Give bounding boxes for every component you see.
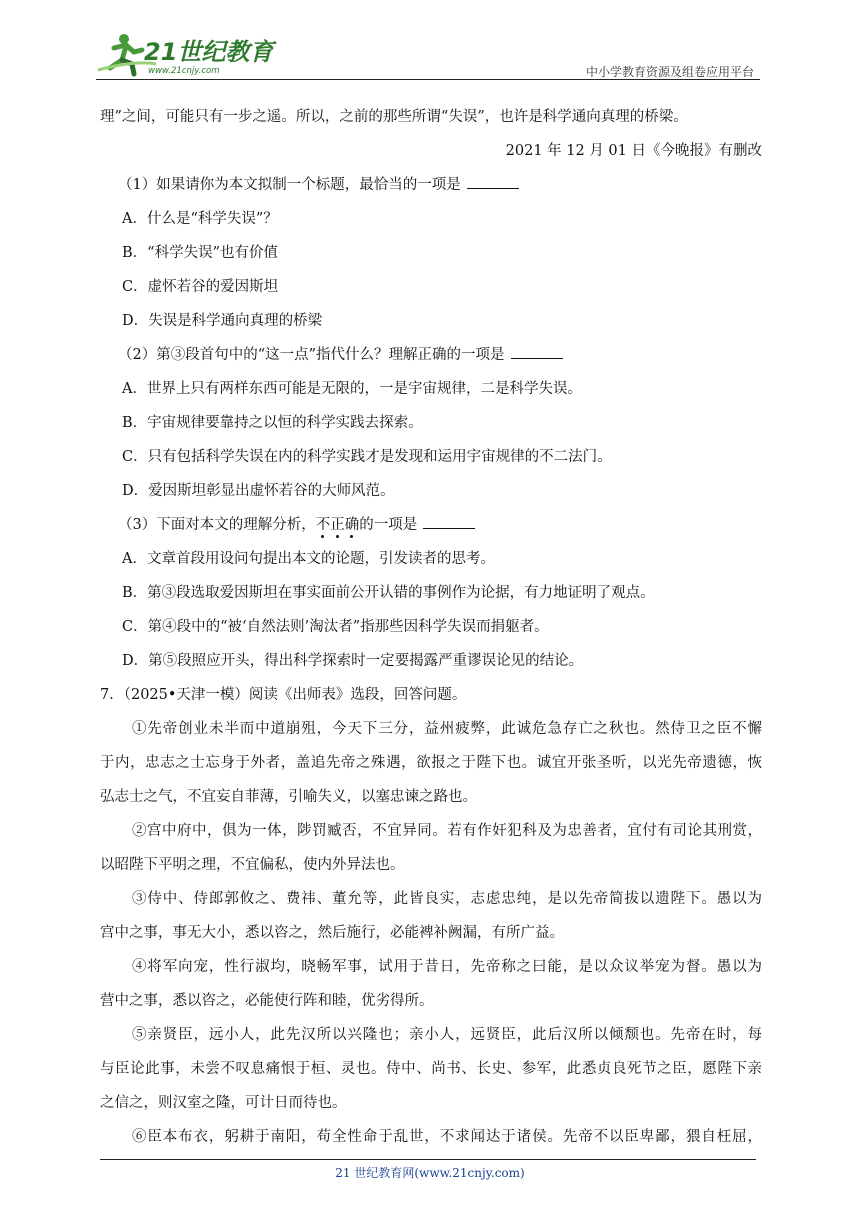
passage-line: ⑥臣本布衣，躬耕于南阳，苟全性命于乱世，不求闻达于诸侯。先帝不以臣卑鄙，猥自枉屈，	[132, 1129, 762, 1145]
passage-paragraph-2	[100, 814, 762, 882]
page-header	[96, 30, 760, 80]
passage-line: 与臣论此事，未尝不叹息痛恨于桓、灵也。侍中、尚书、长史、参军，此悉贞良死节之臣，愿陛下亲	[100, 1061, 762, 1077]
q1-option-c: C．虚怀若谷的爱因斯坦	[122, 279, 279, 295]
passage-line: 于内，忠志之士忘身于外者，盖追先帝之殊遇，欲报之于陛下也。诚宜开张圣听，以光先帝遗德，恢	[100, 755, 762, 771]
passage-line: ①先帝创业未半而中道崩殂，今天下三分，益州疲弊，此诚危急存亡之秋也。然侍卫之臣不懈	[132, 721, 762, 737]
q3-option-d: D．第⑤段照应开头，得出科学探索时一定要揭露严重谬误论见的结论。	[122, 653, 584, 669]
q2-option-a: A．世界上只有两样东西可能是无限的，一是宇宙规律，二是科学失误。	[122, 381, 582, 397]
passage-paragraph-4	[100, 950, 762, 1018]
document-body	[100, 100, 762, 1154]
emphasis-char: 确	[344, 517, 360, 533]
passage-paragraph-1	[100, 712, 762, 814]
passage-paragraph-6	[100, 1120, 762, 1154]
emphasis-char: 不	[315, 517, 331, 533]
passage-line: 营中之事，悉以咨之，必能使行阵和睦，优劣得所。	[100, 993, 434, 1009]
passage-line: ④将军向宠，性行淑均，晓畅军事，试用于昔日，先帝称之曰能，是以众议举宠为督。愚以为	[132, 959, 762, 975]
question-3-stem: （3）下面对本文的理解分析，不正确的一项是	[100, 508, 762, 542]
q3-option-a: A．文章首段用设问句提出本文的论题，引发读者的思考。	[122, 551, 495, 567]
footer-divider	[100, 1159, 756, 1160]
svg-text:21世纪教育: 21世纪教育	[144, 38, 274, 66]
q1-option-b: B．“科学失误”也有价值	[122, 245, 278, 261]
platform-name: 中小学教育资源及组卷应用平台	[585, 65, 754, 79]
answer-blank[interactable]	[423, 510, 475, 529]
site-logo	[96, 30, 296, 78]
answer-blank[interactable]	[511, 340, 563, 359]
page-footer[interactable]: 21 世纪教育网(www.21cnjy.com)	[335, 1166, 525, 1180]
question-7-title: 7．（2025•天津一模）阅读《出师表》选段，回答问题。	[100, 687, 467, 703]
emphasis-char: 正	[330, 517, 345, 533]
intro-line: 理”之间，可能只有一步之遥。所以，之前的那些所谓“失误”，也许是科学通向真理的桥梁。	[100, 109, 688, 125]
passage-line: 以昭陛下平明之理，不宜偏私，使内外异法也。	[100, 857, 405, 873]
q3-option-b: B．第③段选取爱因斯坦在事实面前公开认错的事例作为论据，有力地证明了观点。	[122, 585, 655, 601]
passage-line: ⑤亲贤臣，远小人，此先汉所以兴隆也；亲小人，远贤臣，此后汉所以倾颓也。先帝在时，每	[132, 1027, 762, 1043]
passage-line: 之信之，则汉室之隆，可计日而待也。	[100, 1095, 347, 1111]
passage-line: ③侍中、侍郎郭攸之、费祎、董允等，此皆良实，志虑忠纯，是以先帝简拔以遗陛下。愚以为	[132, 891, 762, 907]
q3-option-c: C．第④段中的“被‘自然法则’淘汰者”指那些因科学失误而捐躯者。	[122, 619, 549, 635]
passage-line: 宫中之事，事无大小，悉以咨之，然后施行，必能裨补阙漏，有所广益。	[100, 925, 564, 941]
question-1-stem: （1）如果请你为本文拟制一个标题，最恰当的一项是	[100, 168, 762, 202]
q2-option-c: C．只有包括科学失误在内的科学实践才是发现和运用宇宙规律的不二法门。	[122, 449, 612, 465]
header-divider	[96, 79, 760, 80]
passage-paragraph-3	[100, 882, 762, 950]
passage-line: ②宫中府中，俱为一体，陟罚臧否，不宜异同。若有作奸犯科及为忠善者，宜付有司论其刑赏，	[132, 823, 762, 839]
passage-paragraph-5	[100, 1018, 762, 1120]
answer-blank[interactable]	[467, 170, 519, 189]
svg-text:www.21cnjy.com: www.21cnjy.com	[148, 66, 220, 76]
passage-line: 弘志士之气，不宜妄自菲薄，引喻失义，以塞忠谏之路也。	[100, 789, 477, 805]
question-2-stem: （2）第③段首句中的“这一点”指代什么？理解正确的一项是	[100, 338, 762, 372]
q1-option-d: D．失误是科学通向真理的桥梁	[122, 313, 323, 329]
q2-option-b: B．宇宙规律要靠持之以恒的科学实践去探索。	[122, 415, 423, 431]
source-citation: 2021 年 12 月 01 日《今晚报》有删改	[505, 143, 762, 159]
q2-option-d: D．爱因斯坦彰显出虚怀若谷的大师风范。	[122, 483, 395, 499]
q1-option-a: A．什么是“科学失误”？	[122, 211, 278, 227]
